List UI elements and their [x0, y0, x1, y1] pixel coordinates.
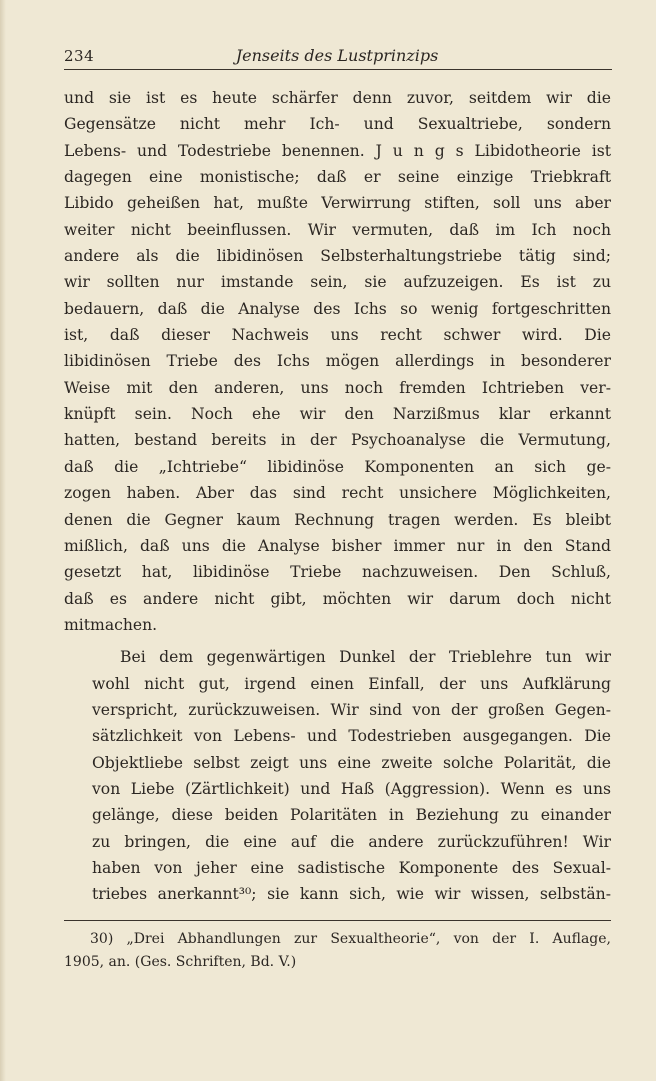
running-header	[64, 44, 610, 68]
running-title: Jenseits des Lustprinzips	[235, 46, 439, 65]
paragraph-1	[64, 85, 611, 638]
text-line: Bei dem gegenwärtigen Dunkel der Trieblehre tun wir	[120, 648, 611, 667]
text-line: Lebens- und Todestriebe benennen. J u n g s Libidotheorie ist	[64, 141, 611, 160]
page-edge-shadow	[0, 0, 6, 1081]
text-line: von Liebe (Zärtlichkeit) und Haß (Aggression). Wenn es uns	[92, 779, 611, 798]
text-line: mitmachen.	[64, 615, 158, 634]
text-line: zu bringen, die eine auf die andere zurückzuführen! Wir	[92, 832, 611, 851]
body-text	[64, 85, 611, 908]
text-line: bedauern, daß die Analyse des Ichs so wenig fortgeschritten	[64, 299, 611, 318]
text-line: Gegensätze nicht mehr Ich- und Sexualtriebe, sondern	[64, 115, 611, 134]
text-line: libidinösen Triebe des Ichs mögen allerdings in besonderer	[64, 352, 611, 371]
text-line: Weise mit den anderen, uns noch fremden Ichtrieben ver-	[64, 378, 611, 397]
text-line: wir sollten nur imstande sein, sie aufzuzeigen. Es ist zu	[64, 273, 611, 292]
text-line: mißlich, daß uns die Analyse bisher immer nur in den Stand	[64, 536, 611, 555]
footnote	[64, 928, 611, 974]
text-line: ist, daß dieser Nachweis uns recht schwer wird. Die	[64, 326, 611, 345]
text-line: verspricht, zurückzuweisen. Wir sind von der großen Gegen-	[92, 700, 611, 719]
text-line: denen die Gegner kaum Rechnung tragen werden. Es bleibt	[64, 510, 611, 529]
text-line: haben von jeher eine sadistische Komponente des Sexual-	[92, 858, 611, 877]
footnote-line: 30) „Drei Abhandlungen zur Sexualtheorie“, von der I. Auflage,	[90, 931, 611, 947]
text-line: hatten, bestand bereits in der Psychoanalyse die Vermutung,	[64, 431, 611, 450]
text-line: gelänge, diese beiden Polaritäten in Beziehung zu einander	[92, 806, 611, 825]
text-line: sätzlichkeit von Lebens- und Todestrieben ausgegangen. Die	[92, 727, 611, 746]
paragraph-2	[64, 644, 611, 907]
text-line: Objektliebe selbst zeigt uns eine zweite solche Polarität, die	[92, 753, 611, 772]
text-line: wohl nicht gut, irgend einen Einfall, der uns Aufklärung	[92, 674, 611, 693]
text-line: und sie ist es heute schärfer denn zuvor, seitdem wir die	[64, 89, 611, 107]
text-line: dagegen eine monistische; daß er seine einzige Triebkraft	[64, 168, 611, 187]
text-line: knüpft sein. Noch ehe wir den Narzißmus klar erkannt	[64, 405, 611, 424]
text-line: zogen haben. Aber das sind recht unsichere Möglichkeiten,	[64, 484, 611, 503]
header-rule	[64, 69, 612, 70]
page-number: 234	[64, 47, 95, 65]
text-line: andere als die libidinösen Selbsterhaltungstriebe tätig sind;	[64, 247, 611, 266]
footnote-line: 1905, an. (Ges. Schriften, Bd. V.)	[64, 954, 297, 970]
text-line: daß die „Ichtriebe“ libidinöse Komponenten an sich ge-	[64, 457, 611, 476]
text-line: Libido geheißen hat, mußte Verwirrung stiften, soll uns aber	[64, 194, 611, 213]
text-line: weiter nicht beeinflussen. Wir vermuten, daß im Ich noch	[64, 220, 611, 239]
text-line: daß es andere nicht gibt, möchten wir darum doch nicht	[64, 589, 611, 608]
footnote-rule	[64, 920, 611, 921]
text-line: triebes anerkannt³⁰; sie kann sich, wie wir wissen, selbstän-	[92, 885, 611, 904]
text-line: gesetzt hat, libidinöse Triebe nachzuweisen. Den Schluß,	[64, 563, 611, 582]
